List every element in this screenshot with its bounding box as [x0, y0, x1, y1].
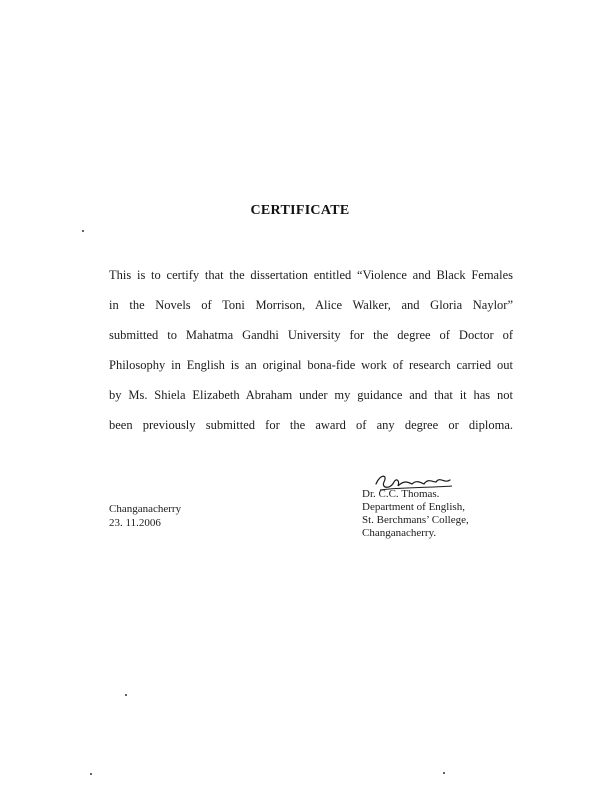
body-line-5: by Ms. Shiela Elizabeth Abraham under my guidance and that it has not	[109, 388, 513, 402]
date-text: 23. 11.2006	[109, 517, 161, 529]
signatory-college: St. Berchmans’ College,	[362, 514, 469, 526]
body-line-6: been previously submitted for the award of any degree or diploma.	[109, 418, 513, 432]
scan-speck	[82, 230, 84, 232]
body-line-4: Philosophy in English is an original bona-fide work of research carried out	[109, 358, 513, 372]
signatory-department: Department of English,	[362, 501, 465, 513]
scan-speck	[443, 772, 445, 774]
scan-speck	[90, 773, 92, 775]
place-text: Changanacherry	[109, 503, 182, 515]
signatory-name: Dr. C.C. Thomas.	[362, 488, 440, 500]
certificate-title: CERTIFICATE	[250, 203, 350, 218]
body-line-3: submitted to Mahatma Gandhi University for the degree of Doctor of	[109, 328, 513, 342]
signatory-city: Changanacherry.	[362, 527, 437, 539]
body-line-2: in the Novels of Toni Morrison, Alice Walker, and Gloria Naylor”	[109, 298, 513, 312]
body-line-1: This is to certify that the dissertation entitled “Violence and Black Females	[109, 268, 513, 282]
signatory-block	[362, 488, 469, 540]
scan-speck	[125, 694, 127, 696]
